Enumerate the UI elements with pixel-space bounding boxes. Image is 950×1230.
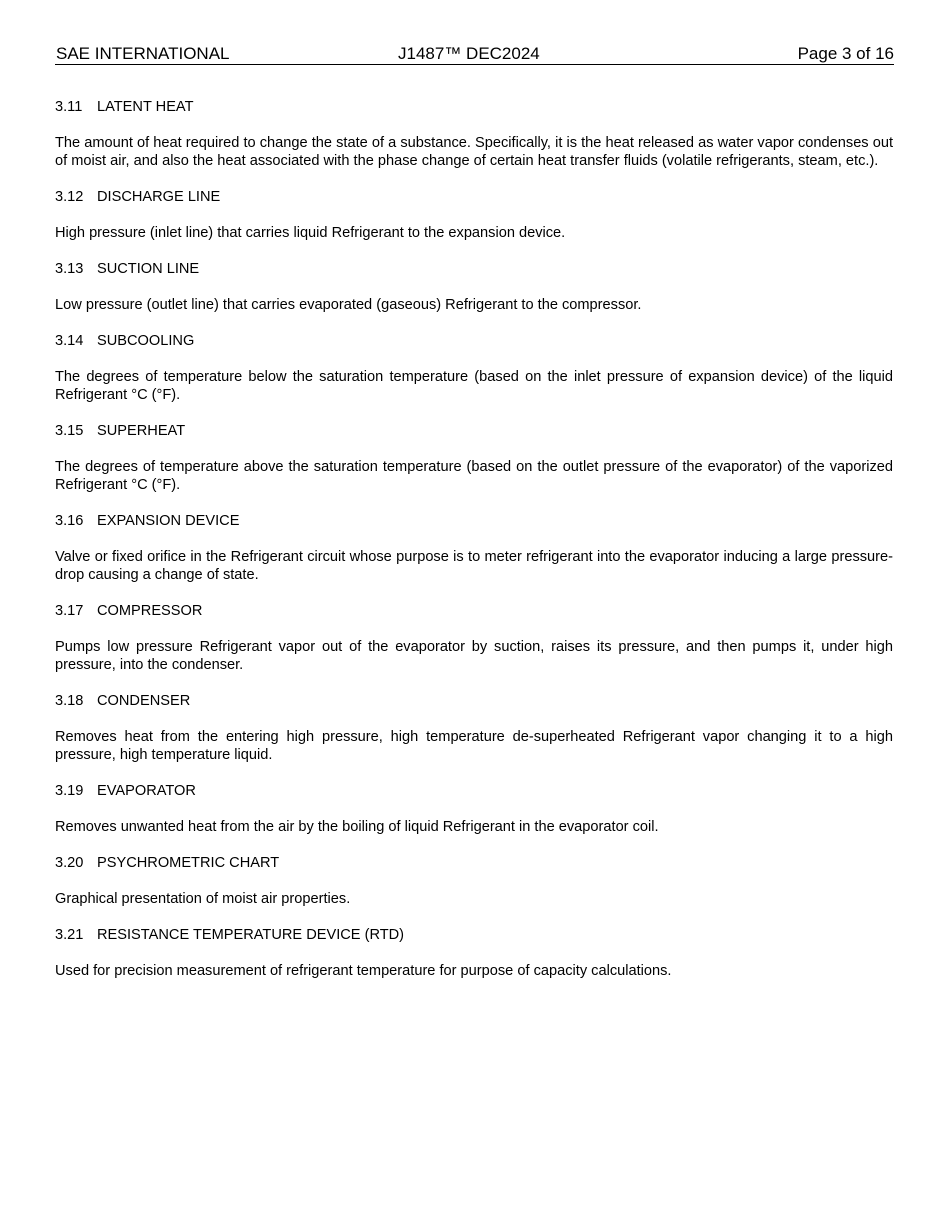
section-heading (55, 854, 893, 872)
section-title: SUCTION LINE (97, 261, 200, 277)
section-heading (55, 260, 893, 278)
section-body: Removes heat from the entering high pressure, high temperature de-superheated Refrigerant vapor changing it to a high pressure, high temperature liquid. (55, 729, 893, 763)
section-title: EVAPORATOR (97, 783, 196, 799)
section-heading (55, 512, 893, 530)
section-3-18 (55, 692, 893, 764)
section-body: Removes unwanted heat from the air by the boiling of liquid Refrigerant in the evaporator coil. (55, 819, 659, 835)
section-title: CONDENSER (97, 693, 191, 709)
section-title: RESISTANCE TEMPERATURE DEVICE (RTD) (97, 927, 405, 943)
section-title: SUBCOOLING (97, 333, 195, 349)
section-number: 3.15 (55, 423, 84, 439)
section-heading (55, 926, 893, 944)
section-title: PSYCHROMETRIC CHART (97, 855, 280, 871)
section-body: The amount of heat required to change the state of a substance. Specifically, it is the heat released as water vapor condenses out of moist air, and also the heat associated with the phase change of certain heat transfer fluids (volatile refrigerants, steam, etc.). (55, 135, 893, 169)
section-3-20 (55, 854, 893, 908)
section-heading (55, 602, 893, 620)
section-3-15 (55, 422, 893, 494)
section-body: Pumps low pressure Refrigerant vapor out of the evaporator by suction, raises its pressure, and then pumps it, under high pressure, into the condenser. (55, 639, 893, 673)
section-number: 3.19 (55, 783, 84, 799)
section-heading (55, 782, 893, 800)
section-3-19 (55, 782, 893, 836)
section-body: Graphical presentation of moist air properties. (55, 891, 351, 907)
section-heading (55, 98, 893, 116)
section-3-16 (55, 512, 893, 584)
header-organization: SAE INTERNATIONAL (56, 44, 230, 63)
section-body: The degrees of temperature above the saturation temperature (based on the outlet pressure of the evaporator) of the vaporized Refrigerant °C (°F). (55, 459, 893, 493)
section-title: SUPERHEAT (97, 423, 186, 439)
section-number: 3.12 (55, 189, 84, 205)
section-heading (55, 188, 893, 206)
header-document-id: J1487™ DEC2024 (398, 44, 540, 63)
section-number: 3.16 (55, 513, 84, 529)
section-number: 3.21 (55, 927, 84, 943)
section-3-12 (55, 188, 893, 242)
section-body: High pressure (inlet line) that carries liquid Refrigerant to the expansion device. (55, 225, 566, 241)
section-body: Low pressure (outlet line) that carries evaporated (gaseous) Refrigerant to the compressor. (55, 297, 642, 313)
section-body: Valve or fixed orifice in the Refrigerant circuit whose purpose is to meter refrigerant into the evaporator inducing a large pressure-drop causing a change of state. (55, 549, 893, 583)
section-3-17 (55, 602, 893, 674)
section-3-13 (55, 260, 893, 314)
section-number: 3.18 (55, 693, 84, 709)
section-number: 3.20 (55, 855, 84, 871)
page-header (55, 44, 894, 65)
section-title: DISCHARGE LINE (97, 189, 221, 205)
section-heading (55, 692, 893, 710)
section-title: COMPRESSOR (97, 603, 203, 619)
section-heading (55, 332, 893, 350)
section-3-11 (55, 98, 893, 170)
section-number: 3.13 (55, 261, 84, 277)
section-number: 3.17 (55, 603, 84, 619)
section-3-14 (55, 332, 893, 404)
section-body: Used for precision measurement of refrigerant temperature for purpose of capacity calculations. (55, 963, 672, 979)
header-page-number: Page 3 of 16 (797, 44, 894, 63)
section-body: The degrees of temperature below the saturation temperature (based on the inlet pressure of expansion device) of the liquid Refrigerant °C (°F). (55, 369, 893, 403)
document-body (55, 98, 893, 998)
section-3-21 (55, 926, 893, 980)
section-heading (55, 422, 893, 440)
section-title: EXPANSION DEVICE (97, 513, 240, 529)
section-number: 3.14 (55, 333, 84, 349)
section-number: 3.11 (55, 99, 83, 115)
section-title: LATENT HEAT (97, 99, 194, 115)
